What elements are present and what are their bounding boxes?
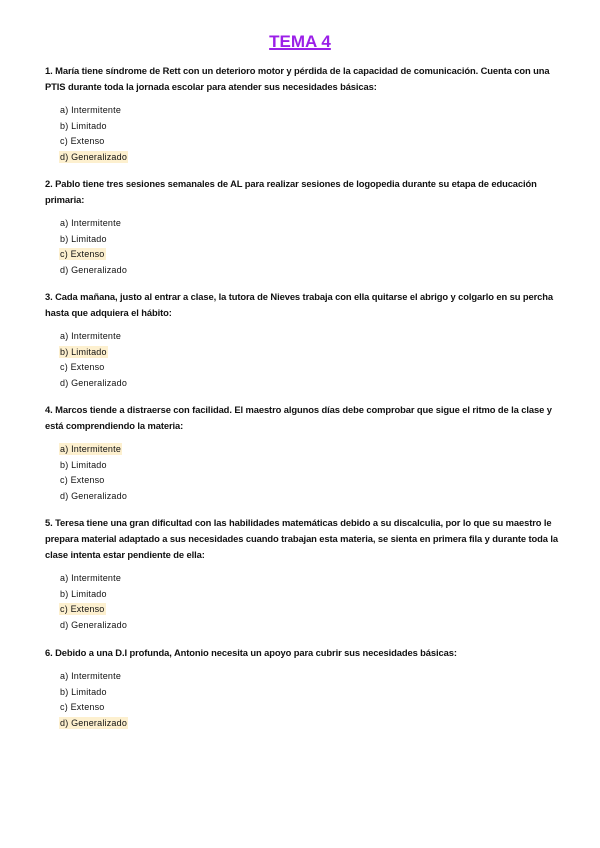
options-list	[45, 216, 563, 278]
question-6	[45, 645, 563, 731]
question-text: 5. Teresa tiene una gran dificultad con las habilidades matemáticas debido a su discalculia, por lo que su maestro le prepara material adaptado a sus necesidades cuando trabajan esta materia, se sienta en primera fila y durante toda la clase intenta estar pendiente de ella:	[45, 517, 558, 560]
question-text: 4. Marcos tiende a distraerse con facilidad. El maestro algunos días debe comprobar que sigue el ritmo de la clase y está comprendiendo la materia:	[45, 404, 552, 431]
option[interactable]	[59, 232, 563, 248]
page-title: TEMA 4	[269, 32, 331, 51]
question-text: 3. Cada mañana, justo al entrar a clase, la tutora de Nieves trabaja con ella quitarse el abrigo y colgarlo en su percha hasta que adquiera el hábito:	[45, 291, 553, 318]
option[interactable]	[59, 134, 563, 150]
options-list	[45, 571, 563, 633]
option-selected[interactable]	[59, 345, 563, 361]
option-label: b) Limitado	[60, 686, 107, 697]
option[interactable]	[59, 618, 563, 634]
option[interactable]	[59, 263, 563, 279]
option-label: a) Intermitente	[60, 331, 122, 341]
option[interactable]	[59, 571, 563, 587]
option-label: d) Generalizado	[60, 490, 128, 501]
option-selected[interactable]	[59, 716, 563, 732]
option-label: c) Extenso	[60, 475, 105, 486]
option-selected[interactable]	[59, 150, 563, 166]
option-label: a) Intermitente	[60, 218, 122, 228]
option[interactable]	[59, 473, 563, 489]
option[interactable]	[59, 489, 563, 505]
option[interactable]	[59, 458, 563, 474]
option-label: c) Extenso	[60, 249, 105, 260]
option-label: b) Limitado	[60, 120, 107, 131]
option-label: a) Intermitente	[60, 105, 122, 115]
option[interactable]	[59, 587, 563, 603]
option-selected[interactable]	[59, 247, 563, 263]
option-label: d) Generalizado	[60, 151, 128, 162]
option-selected[interactable]	[59, 602, 563, 618]
option-label: c) Extenso	[60, 136, 105, 147]
option[interactable]	[59, 360, 563, 376]
option[interactable]	[59, 103, 563, 119]
option-label: d) Generalizado	[60, 264, 128, 275]
option[interactable]	[59, 376, 563, 392]
option[interactable]	[59, 119, 563, 135]
option[interactable]	[59, 669, 563, 685]
option-label: a) Intermitente	[60, 444, 122, 454]
question-3	[45, 289, 563, 391]
option[interactable]	[59, 700, 563, 716]
option-label: c) Extenso	[60, 362, 105, 373]
option-label: d) Generalizado	[60, 377, 128, 388]
option-label: a) Intermitente	[60, 671, 122, 681]
options-list	[45, 442, 563, 504]
question-4	[45, 402, 563, 504]
option-label: b) Limitado	[60, 346, 107, 357]
question-text: 6. Debido a una D.I profunda, Antonio necesita un apoyo para cubrir sus necesidades básicas:	[45, 647, 457, 658]
question-text: 2. Pablo tiene tres sesiones semanales de AL para realizar sesiones de logopedia durante su etapa de educación primaria:	[45, 178, 537, 205]
option-label: b) Limitado	[60, 588, 107, 599]
option[interactable]	[59, 216, 563, 232]
option-label: b) Limitado	[60, 233, 107, 244]
option-selected[interactable]	[59, 442, 563, 458]
question-5	[45, 515, 563, 633]
options-list	[45, 669, 563, 731]
options-list	[45, 329, 563, 391]
question-text: 1. María tiene síndrome de Rett con un deterioro motor y pérdida de la capacidad de comunicación. Cuenta con una PTIS durante toda la jornada escolar para atender sus necesidades básicas:	[45, 65, 550, 92]
option-label: b) Limitado	[60, 459, 107, 470]
question-1	[45, 63, 563, 165]
option-label: a) Intermitente	[60, 573, 122, 583]
option[interactable]	[59, 685, 563, 701]
option[interactable]	[59, 329, 563, 345]
option-label: c) Extenso	[60, 702, 105, 713]
option-label: d) Generalizado	[60, 619, 128, 630]
option-label: d) Generalizado	[60, 717, 128, 728]
question-2	[45, 176, 563, 278]
option-label: c) Extenso	[60, 604, 105, 615]
options-list	[45, 103, 563, 165]
